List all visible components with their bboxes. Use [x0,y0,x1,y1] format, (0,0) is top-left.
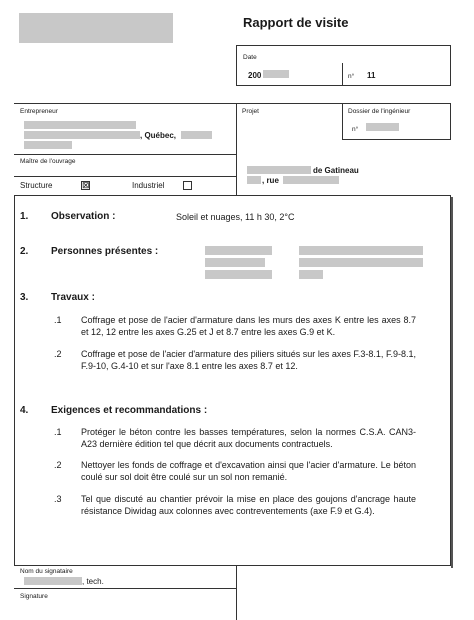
work-item-number: .2 [54,349,62,359]
project-street-name-redacted [283,176,339,184]
section-4-number: 4. [20,405,29,416]
engineer-file-redacted [366,123,399,131]
structure-label: Structure [20,181,53,190]
section-1-number: 1. [20,211,29,222]
requirement-item-text: Nettoyer les fonds de coffrage et d'excavation ainsi que l'acier d'armature. Le béton coulé sur sol doit être coulé sur un sol non remanié. [81,460,416,482]
attendee-redacted [205,246,272,255]
signature-label: Signature [20,593,48,600]
section-4-title: Exigences et recommandations : [51,405,208,416]
section-2-number: 2. [20,246,29,257]
industrial-checkbox[interactable] [183,181,192,190]
section-2-title: Personnes présentes : [51,246,159,257]
attendee-redacted [299,246,423,255]
company-logo-redacted [19,13,173,43]
project-label: Projet [242,108,259,115]
date-redacted [263,70,289,78]
date-label: Date [243,54,257,61]
observation-value: Soleil et nuages, 11 h 30, 2°C [176,212,295,222]
report-number: 11 [367,71,376,80]
requirement-item-number: .3 [54,494,62,504]
contractor-postal-redacted [181,131,212,139]
project-street-num-redacted [247,176,261,184]
number-label: n° [348,73,355,80]
signatory-label: Nom du signataire [20,568,73,575]
requirement-item-number: .2 [54,460,62,470]
work-item-text: Coffrage et pose de l'acier d'armature dans les murs des axes K entre les axes 8.7 et 12, 12 entre les axes G.25 et J et 8.7 entre les axes G.9 et K. [81,315,416,337]
section-3-number: 3. [20,292,29,303]
content-frame-left [14,195,15,566]
project-name-redacted [247,166,311,174]
attendee-redacted [299,270,323,279]
work-item-text: Coffrage et pose de l'acier d'armature des piliers situés sur les axes F.3-8.1, F.9-8.1, F.9-10, G.4-10 et sur l'axe 8.1 entre les axes 8.7 et 12. [81,349,416,371]
project-street: , rue [262,176,279,185]
requirement-item-text: Protéger le béton contre les basses températures, selon la normes C.S.A. CAN3-A23 dernière édition tel que décrit aux documents contractuels. [81,427,416,449]
content-frame-shadow [451,197,453,568]
requirement-item-number: .1 [54,427,62,437]
signatory-name-redacted [24,577,82,585]
contractor-name-redacted [24,121,136,129]
contractor-label: Entrepreneur [20,108,58,115]
section-3-title: Travaux : [51,292,95,303]
engineer-file-label: Dossier de l'ingénieur [348,108,411,115]
contractor-phone-redacted [24,141,72,149]
report-title: Rapport de visite [243,15,349,30]
contractor-city: , Québec, [140,131,177,140]
signatory-suffix: , tech. [82,577,104,586]
section-1-title: Observation : [51,211,116,222]
owner-label: Maître de l'ouvrage [20,158,76,165]
date-value: 200 [248,71,262,80]
attendee-redacted [205,258,265,267]
engineer-file-number-label: n° [352,126,359,133]
industrial-label: Industriel [132,181,165,190]
structure-checkbox[interactable]: ⊠ [82,180,90,190]
attendee-redacted [205,270,272,279]
contractor-address-redacted [24,131,140,139]
attendee-redacted [299,258,423,267]
requirement-item-text: Tel que discuté au chantier prévoir la mise en place des goujons d'ancrage haute résistance Diwidag aux colonnes avec contreventements (axe F.9 et G.4). [81,494,416,516]
work-item-number: .1 [54,315,62,325]
project-city: de Gatineau [313,166,359,175]
